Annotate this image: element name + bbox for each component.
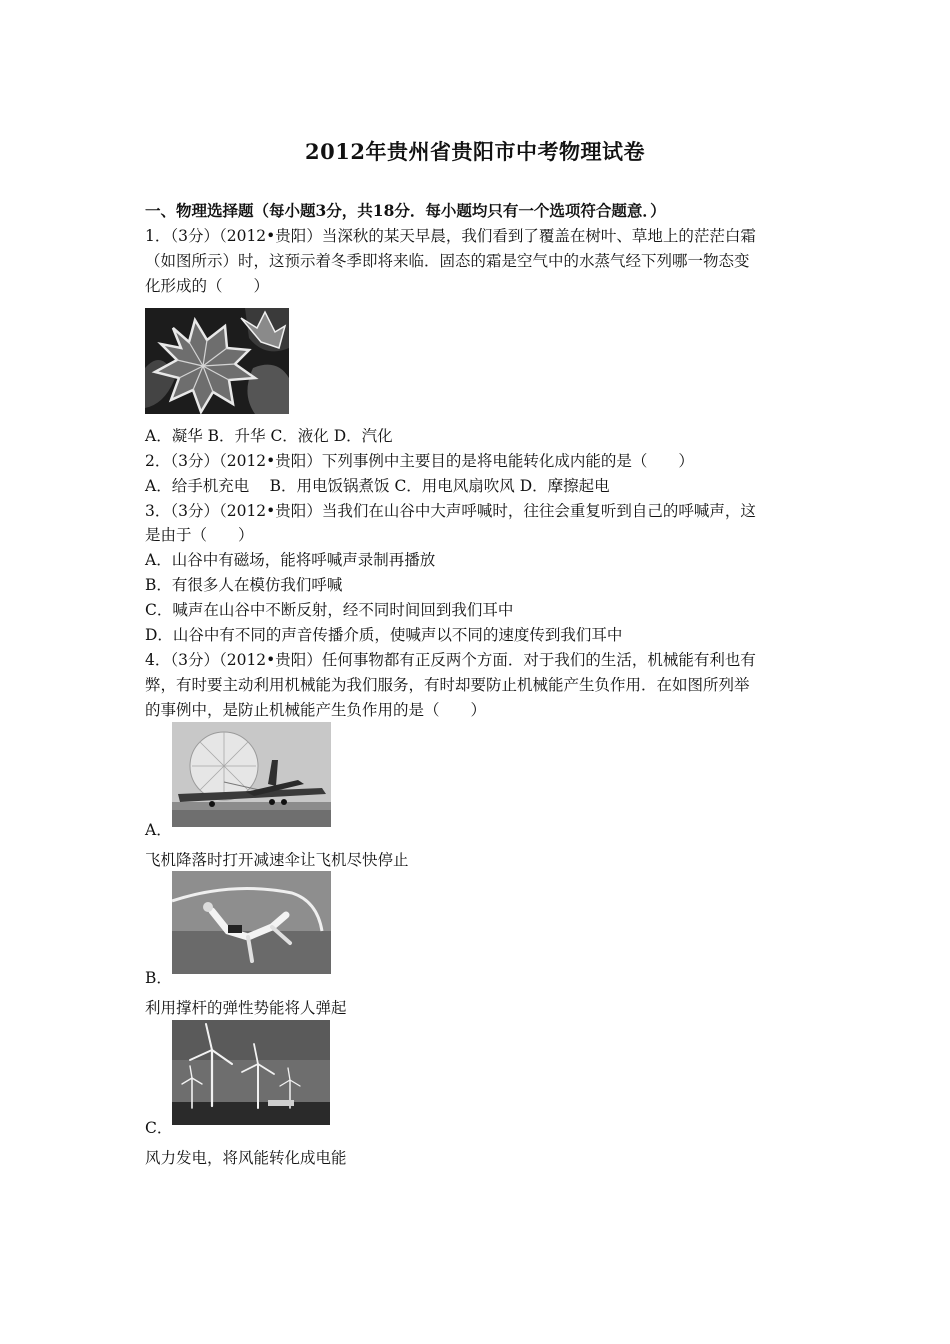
question-2-options: A．给手机充电 B．用电饭锅煮饭 C．用电风扇吹风 D．摩擦起电 [145,477,610,495]
question-4-line-1: 4．（3分）（2012•贵阳）任何事物都有正反两个方面．对于我们的生活，机械能有利也有 [145,651,756,669]
question-3-line-2: 是由于（ ） [145,526,254,544]
question-3-option-c: C．喊声在山谷中不断反射，经不同时间回到我们耳中 [145,601,514,619]
question-3-line-1: 3．（3分）（2012•贵阳）当我们在山谷中大声呼喊时，往往会重复听到自己的呼喊声，这 [145,502,756,520]
question-4-line-2: 弊，有时要主动利用机械能为我们服务，有时却要防止机械能产生负作用．在如图所列举 [145,676,750,694]
question-2-line-1: 2．（3分）（2012•贵阳）下列事例中主要目的是将电能转化成内能的是（ ） [145,452,694,470]
pole-vault-illustration [172,871,331,974]
section-heading: 一、物理选择题（每小题3分，共18分．每小题均只有一个选项符合题意．） [145,201,666,220]
question-1-options: A．凝华 B．升华 C．液化 D．汽化 [145,427,393,445]
question-4-option-a-caption: 飞机降落时打开减速伞让飞机尽快停止 [145,851,409,869]
question-3-option-a: A．山谷中有磁场，能将呼喊声录制再播放 [145,551,436,569]
wind-turbines-photo [172,1020,330,1125]
question-4-option-c-label: C． [145,1119,173,1137]
page-title: 2012年贵州省贵阳市中考物理试卷 [305,139,645,164]
question-4-option-b-caption: 利用撑杆的弹性势能将人弹起 [145,999,347,1017]
question-1-line-1: 1．（3分）（2012•贵阳）当深秋的某天早晨，我们看到了覆盖在树叶、草地上的茫茫白霜 [145,227,756,245]
frost-leaves-photo [145,308,289,414]
airplane-illustration [172,722,331,827]
question-4-option-b-label: B． [145,969,172,987]
question-4-line-3: 的事例中，是防止机械能产生负作用的是（ ） [145,701,487,719]
question-4-option-a-label: A． [145,821,172,839]
pole-vault-photo [172,871,331,974]
question-1-line-3: 化形成的（ ） [145,277,270,295]
airplane-parachute-photo [172,722,331,827]
question-4-option-c-caption: 风力发电，将风能转化成电能 [145,1149,347,1167]
question-1-line-2: （如图所示）时，这预示着冬季即将来临．固态的霜是空气中的水蒸气经下列哪一物态变 [145,252,750,270]
question-3-option-b: B．有很多人在模仿我们呼喊 [145,576,343,594]
frost-leaves-illustration [145,308,289,414]
question-3-option-d: D．山谷中有不同的声音传播介质，使喊声以不同的速度传到我们耳中 [145,626,623,644]
wind-turbines-illustration [172,1020,330,1125]
